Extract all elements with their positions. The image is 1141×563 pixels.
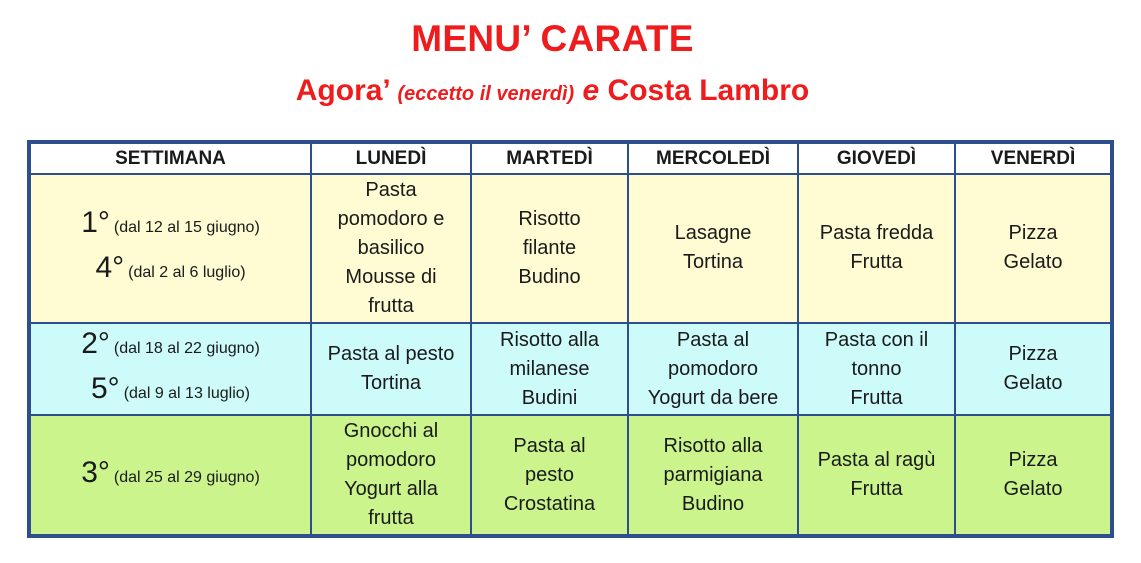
page-subtitle [0,74,1105,108]
meal-line: pomodoro [345,449,437,472]
meal-line: filante [522,236,577,259]
subtitle-place-1: Agora’ [295,74,390,107]
meal-cell-tuesday [471,323,628,416]
meal-cell-wednesday [628,174,798,323]
table-row [30,415,1111,535]
table-row [30,174,1111,323]
meal-line: Frutta [850,251,903,274]
meal-cell-monday [311,323,471,416]
meal-cell-thursday [798,415,955,535]
meal-line: Tortina [360,372,422,395]
meal-line: pesto [525,463,574,486]
meal-cell-friday [955,415,1111,535]
week-range: (dal 25 al 29 giugno) [113,468,260,486]
meal-line: Risotto [518,207,581,230]
meal-cell-thursday [798,323,955,416]
week-number: 5° [91,372,120,406]
col-header-thursday: GIOVEDÌ [798,143,955,174]
meal-cell-monday [311,415,471,535]
week-cell [30,323,311,416]
meal-line: Risotto alla [663,434,763,457]
meal-line: Pasta al pesto [327,343,455,366]
subtitle-place-2: Costa Lambro [607,74,810,107]
subtitle-conjunction: e [582,74,600,107]
week-range: (dal 2 al 6 luglio) [128,264,246,282]
meal-cell-tuesday [471,415,628,535]
week-range: (dal 9 al 13 luglio) [123,385,250,403]
meal-cell-friday [955,323,1111,416]
week-entry [35,324,306,369]
meal-line: Gelato [1003,251,1063,274]
meal-line: Pizza [1008,222,1058,245]
meal-line: Pizza [1008,449,1058,472]
meal-line: Pizza [1008,343,1058,366]
header-row [30,143,1111,174]
week-cell [30,415,311,535]
meal-line: Pasta al ragù [817,449,936,472]
meal-line: Gnocchi al [343,420,439,443]
meal-cell-thursday [798,174,955,323]
meal-line: frutta [368,507,414,530]
meal-line: Lasagne [674,222,752,245]
week-number: 1° [81,206,110,240]
meal-cell-tuesday [471,174,628,323]
meal-line: Budino [681,492,745,515]
meal-line: Pasta al [513,434,586,457]
col-header-wednesday: MERCOLEDÌ [628,143,798,174]
col-header-tuesday: MARTEDÌ [471,143,628,174]
col-header-monday: LUNEDÌ [311,143,471,174]
meal-line: pomodoro [667,357,759,380]
page-title: MENU’ CARATE [411,18,694,59]
meal-line: Budini [521,386,578,409]
meal-cell-wednesday [628,415,798,535]
meal-line: Pasta con il [824,328,929,351]
meal-line: Yogurt alla [344,478,438,501]
week-cell [30,174,311,323]
week-entry [35,203,306,248]
meal-line: Pasta al [676,328,750,351]
meal-line: Pasta [365,178,417,201]
week-entry [35,453,306,498]
meal-line: Risotto alla [500,328,599,351]
week-entry [35,369,306,414]
meal-line: milanese [509,357,590,380]
week-entry [35,248,306,293]
meal-line: Gelato [1003,478,1063,501]
meal-line: Crostatina [503,492,596,515]
meal-line: Mousse di [345,265,437,288]
meal-line: Tortina [682,251,744,274]
meal-line: Budino [518,265,581,288]
meal-line: Frutta [850,478,903,501]
week-number: 3° [81,455,110,489]
meal-line: Frutta [850,386,903,409]
week-range: (dal 18 al 22 giugno) [113,340,260,358]
meal-cell-monday [311,174,471,323]
meal-line: Pasta fredda [819,222,934,245]
meal-line: pomodoro e [337,207,445,230]
meal-line: parmigiana [663,463,763,486]
week-range: (dal 12 al 15 giugno) [113,219,260,237]
col-header-friday: VENERDÌ [955,143,1111,174]
meal-line: tonno [851,357,902,380]
meal-line: Yogurt da bere [647,386,779,409]
table-row [30,323,1111,416]
meal-cell-wednesday [628,323,798,416]
menu-table [27,140,1114,538]
col-header-week: SETTIMANA [30,143,311,174]
meal-line: frutta [368,294,414,317]
meal-line: basilico [357,236,425,259]
meal-line: Gelato [1003,372,1063,395]
meal-cell-friday [955,174,1111,323]
subtitle-note: (eccetto il venerdì) [397,83,575,105]
week-number: 4° [95,251,125,285]
week-number: 2° [81,327,110,361]
